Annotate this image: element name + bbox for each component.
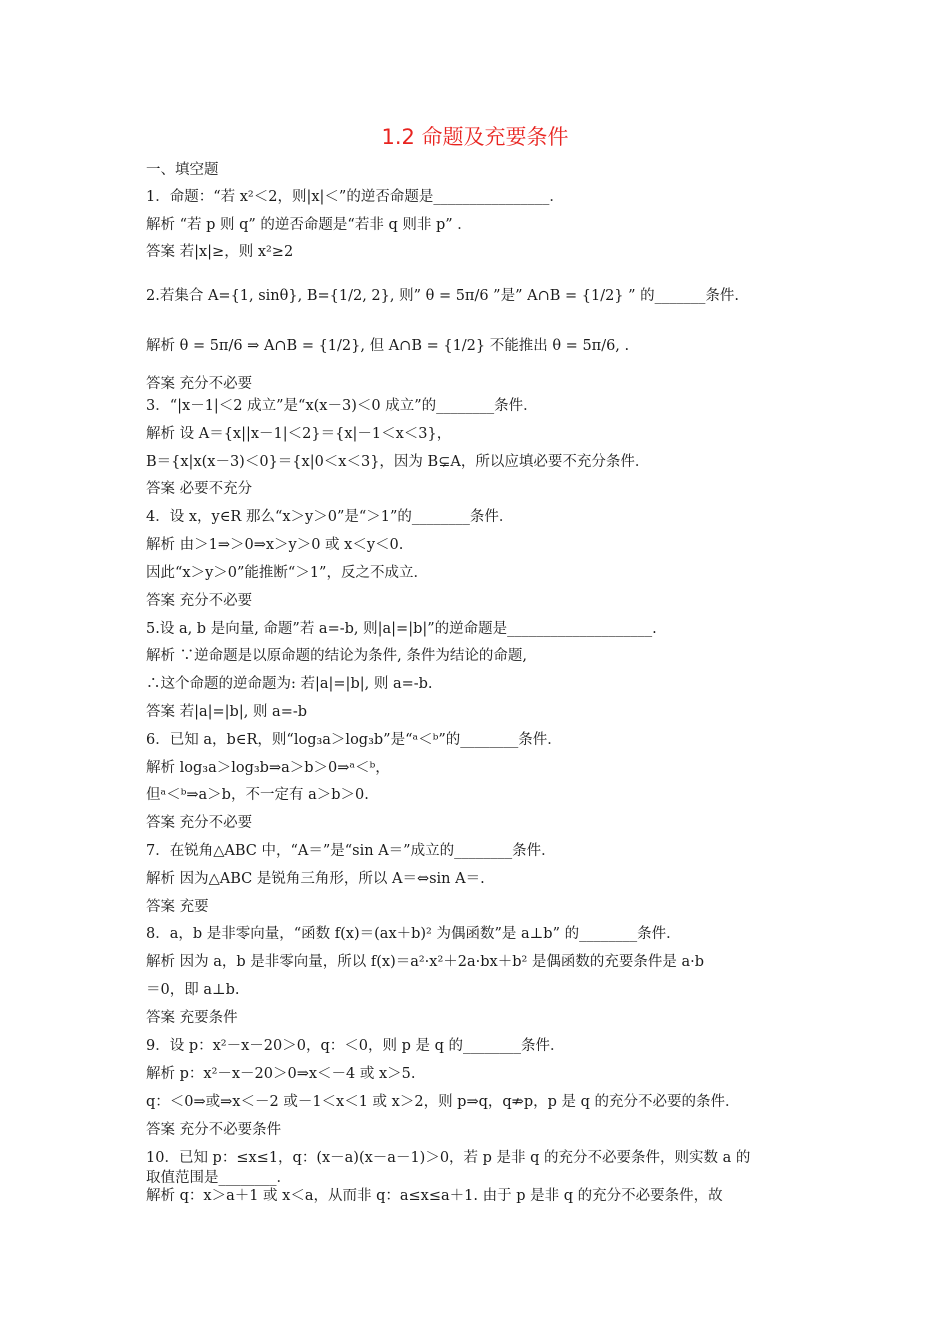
answer-6: 答案 充分不必要 [146, 815, 253, 831]
analysis-1: 解析 “若 p 则 q” 的逆否命题是“若非 q 则非 p” ． [146, 217, 472, 233]
analysis-4: 解析 由＞1⇒＞0⇒x＞y＞0 或 x＜y＜0. [146, 537, 404, 553]
answer-5: 答案 若|a|=|b|, 则 a=-b [146, 704, 308, 720]
question-10-cont: 取值范围是________． [146, 1170, 291, 1186]
analysis-9: 解析 p：x²－x－20＞0⇒x＜－4 或 x＞5. [146, 1066, 416, 1082]
question-10: 10．已知 p：≤x≤1，q：(x－a)(x－a－1)＞0，若 p 是非 q 的充分不必要条件，则实数 a 的 [146, 1150, 751, 1166]
question-9: 9．设 p：x²－x－20＞0，q：＜0，则 p 是 q 的________条件． [146, 1038, 565, 1054]
analysis-7: 解析 因为△ABC 是锐角三角形，所以 A＝⇔sin A＝. [146, 871, 485, 887]
answer-3: 答案 必要不充分 [146, 481, 253, 497]
analysis-3: 解析 设 A＝{x||x－1|＜2}＝{x|－1＜x＜3}， [146, 426, 452, 442]
answer-8: 答案 充要条件 [146, 1010, 238, 1026]
analysis-5-cont: ∴这个命题的逆命题为: 若|a|=|b|, 则 a=-b. [146, 676, 433, 692]
analysis-6: 解析 log₃a＞log₃b⇒a＞b＞0⇒ᵃ＜ᵇ， [146, 760, 390, 776]
question-7: 7．在锐角△ABC 中，“A＝”是“sin A＝”成立的________条件． [146, 843, 556, 859]
question-6: 6．已知 a，b∈R，则“log₃a＞log₃b”是“ᵃ＜ᵇ”的________条件． [146, 732, 562, 748]
question-4: 4．设 x，y∈R 那么“x＞y＞0”是“＞1”的________条件． [146, 509, 514, 525]
analysis-5: 解析 ∵逆命题是以原命题的结论为条件, 条件为结论的命题, [146, 648, 527, 664]
answer-1: 答案 若|x|≥，则 x²≥2 [146, 244, 294, 260]
answer-9: 答案 充分不必要条件 [146, 1122, 282, 1138]
analysis-3-cont: B＝{x|x(x－3)＜0}＝{x|0＜x＜3}，因为 B⊊A，所以应填必要不充分条件． [146, 454, 650, 470]
analysis-8-cont: ＝0，即 a⊥b. [146, 982, 240, 998]
question-8: 8．a，b 是非零向量，“函数 f(x)＝(ax＋b)² 为偶函数”是 a⊥b” 的________条件． [146, 926, 681, 942]
analysis-4-cont: 因此“x＞y＞0”能推断“＞1”，反之不成立． [146, 565, 428, 581]
page-title: 1.2 命题及充要条件 [381, 125, 569, 149]
answer-4: 答案 充分不必要 [146, 593, 253, 609]
question-3: 3．“|x－1|＜2 成立”是“x(x－3)＜0 成立”的________条件． [146, 398, 538, 414]
analysis-10: 解析 q：x＞a＋1 或 x＜a，从而非 q：a≤x≤a＋1. 由于 p 是非 q 的充分不必要条件，故 [146, 1188, 723, 1204]
analysis-2: 解析 θ = 5π/6 ⇒ A∩B = {1/2}, 但 A∩B = {1/2} 不能推出 θ = 5π/6, . [146, 338, 630, 354]
answer-2: 答案 充分不必要 [146, 376, 253, 392]
question-1: 1．命题：“若 x²＜2，则|x|＜”的逆否命题是________________． [146, 189, 564, 205]
analysis-6-cont: 但ᵃ＜ᵇ⇒a＞b，不一定有 a＞b＞0. [146, 787, 369, 803]
analysis-8: 解析 因为 a，b 是非零向量，所以 f(x)＝a²·x²＋2a·bx＋b² 是偶函数的充要条件是 a·b [146, 954, 705, 970]
section-heading: 一、填空题 [146, 162, 219, 178]
analysis-9-cont: q：＜0⇒或⇒x＜－2 或－1＜x＜1 或 x＞2，则 p⇒q，q⇏p，p 是 q 的充分不必要的条件． [146, 1094, 740, 1110]
question-2: 2.若集合 A={1, sinθ}, B={1/2, 2}, 则” θ = 5π/6 ”是” A∩B = {1/2} ” 的_______条件. [146, 288, 740, 304]
answer-7: 答案 充要 [146, 899, 209, 915]
question-5: 5.设 a, b 是向量, 命题”若 a=-b, 则|a|=|b|”的逆命题是____________________. [146, 621, 657, 637]
